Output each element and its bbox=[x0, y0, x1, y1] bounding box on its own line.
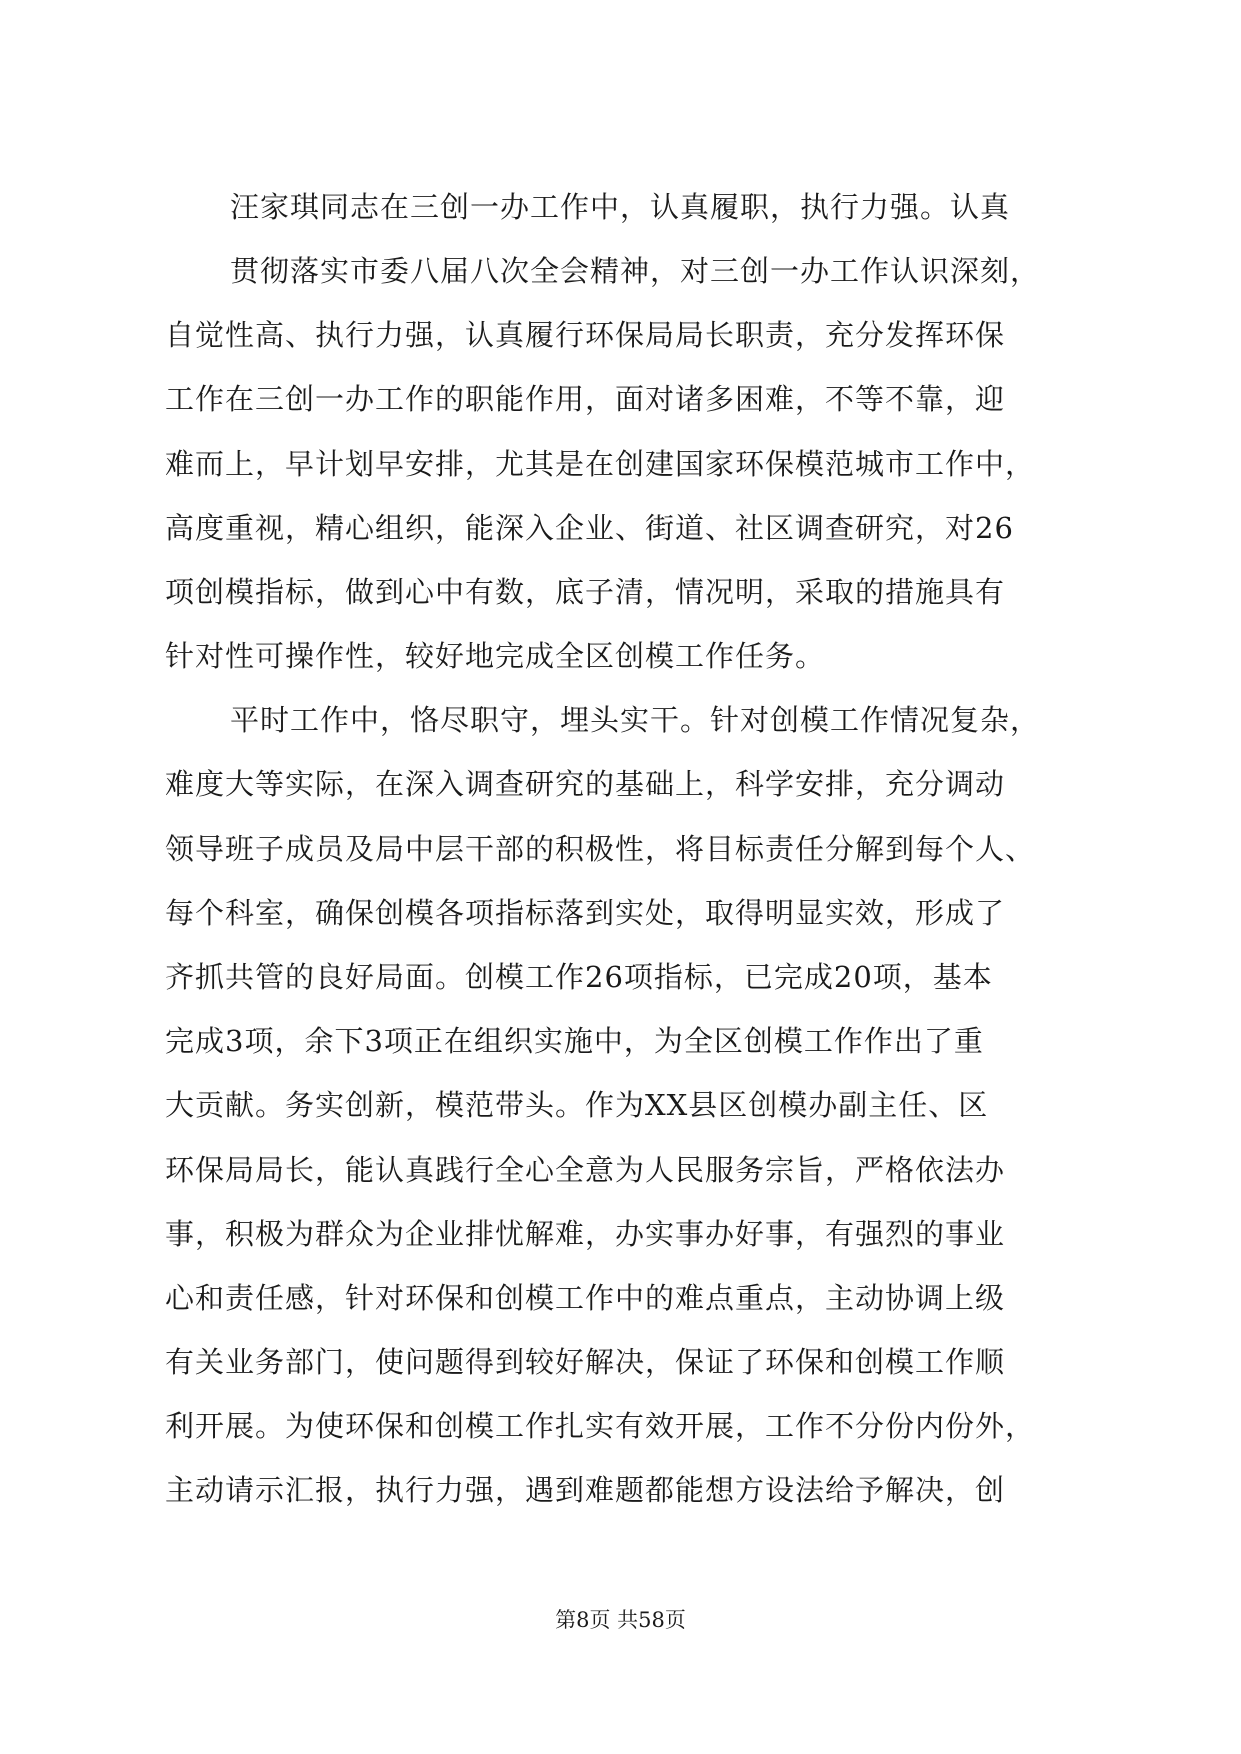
text-line: 有关业务部门，使问题得到较好解决，保证了环保和创模工作顺 bbox=[165, 1345, 1006, 1379]
text-line: 工作在三创一办工作的职能作用，面对诸多困难，不等不靠，迎 bbox=[165, 382, 1006, 416]
text-line: 贯彻落实市委八届八次全会精神，对三创一办工作认识深刻， bbox=[230, 254, 1041, 288]
text-line: 齐抓共管的良好局面。创模工作26项指标，已完成20项，基本 bbox=[165, 960, 993, 994]
text-line: 汪家琪同志在三创一办工作中，认真履职，执行力强。认真 bbox=[230, 190, 1011, 224]
text-line: 事，积极为群众为企业排忧解难，办实事办好事，有强烈的事业 bbox=[165, 1217, 1006, 1251]
text-line: 高度重视，精心组织，能深入企业、街道、社区调查研究，对26 bbox=[165, 511, 1014, 545]
text-line: 平时工作中，恪尽职守，埋头实干。针对创模工作情况复杂， bbox=[230, 703, 1041, 737]
text-line: 难度大等实际，在深入调查研究的基础上，科学安排，充分调动 bbox=[165, 767, 1006, 801]
text-line: 心和责任感，针对环保和创模工作中的难点重点，主动协调上级 bbox=[165, 1281, 1006, 1315]
text-line: 每个科室，确保创模各项指标落到实处，取得明显实效，形成了 bbox=[165, 896, 1006, 930]
text-line: 利开展。为使环保和创模工作扎实有效开展，工作不分份内份外， bbox=[165, 1409, 1036, 1443]
text-line: 完成3项，余下3项正在组织实施中，为全区创模工作作出了重 bbox=[165, 1024, 984, 1058]
text-line: 项创模指标，做到心中有数，底子清，情况明，采取的措施具有 bbox=[165, 575, 1006, 609]
text-line: 难而上，早计划早安排，尤其是在创建国家环保模范城市工作中， bbox=[165, 447, 1036, 481]
text-line: 领导班子成员及局中层干部的积极性，将目标责任分解到每个人、 bbox=[165, 832, 1036, 866]
text-line: 大贡献。务实创新，模范带头。作为XX县区创模办副主任、区 bbox=[165, 1088, 989, 1122]
text-line: 环保局局长，能认真践行全心全意为人民服务宗旨，严格依法办 bbox=[165, 1153, 1006, 1187]
page-number-footer: 第8页 共58页 bbox=[555, 1608, 686, 1632]
text-line: 主动请示汇报，执行力强，遇到难题都能想方设法给予解决，创 bbox=[165, 1473, 1006, 1507]
text-line: 自觉性高、执行力强，认真履行环保局局长职责，充分发挥环保 bbox=[165, 318, 1006, 352]
text-line: 针对性可操作性，较好地完成全区创模工作任务。 bbox=[165, 639, 826, 673]
